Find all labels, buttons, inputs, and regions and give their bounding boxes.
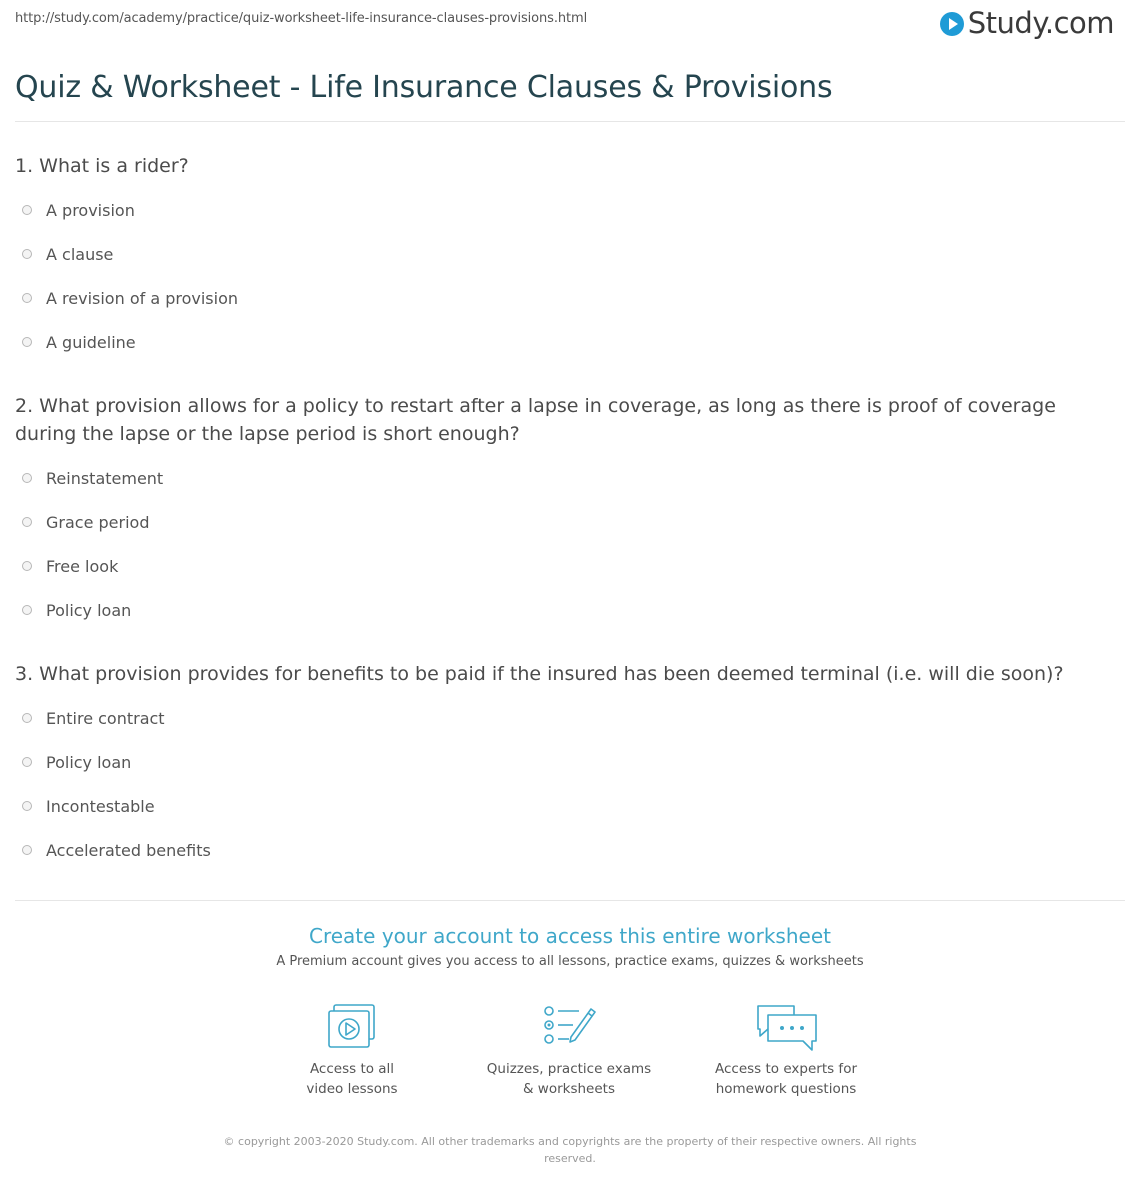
create-account-link[interactable]: Create your account to access this entire worksheet <box>309 924 831 948</box>
answer-option[interactable] <box>22 544 163 588</box>
cta-divider <box>15 900 1125 901</box>
radio-button[interactable] <box>22 757 32 767</box>
radio-button[interactable] <box>22 561 32 571</box>
answer-label: A revision of a provision <box>46 288 239 308</box>
radio-button[interactable] <box>22 713 32 723</box>
radio-button[interactable] <box>22 293 32 303</box>
radio-button[interactable] <box>22 337 32 347</box>
chat-bubbles-icon <box>754 1003 818 1053</box>
study-logo[interactable] <box>940 6 1114 40</box>
question-3: 3. What provision provides for benefits to be paid if the insured has been deemed terminal (i.e. will die soon)? <box>15 663 1064 685</box>
answer-option[interactable] <box>22 740 211 784</box>
page-url: http://study.com/academy/practice/quiz-worksheet-life-insurance-clauses-provisions.html <box>15 11 588 26</box>
radio-button[interactable] <box>22 249 32 259</box>
answer-label: Entire contract <box>46 708 165 728</box>
radio-button[interactable] <box>22 205 32 215</box>
answer-label: Grace period <box>46 512 150 532</box>
feature-line-2: video lessons <box>306 1081 398 1097</box>
copyright-notice <box>215 1133 925 1167</box>
radio-button[interactable] <box>22 845 32 855</box>
feature-line-1: Access to experts for <box>714 1061 857 1077</box>
answer-label: Policy loan <box>46 600 132 620</box>
radio-button[interactable] <box>22 473 32 483</box>
feature-quizzes <box>479 1003 659 1099</box>
feature-line-1: Quizzes, practice exams <box>486 1061 652 1077</box>
copyright-line-2: reserved. <box>544 1152 596 1165</box>
answer-label: Incontestable <box>46 796 155 816</box>
page-title: Quiz & Worksheet - Life Insurance Clauses & Provisions <box>15 70 833 105</box>
radio-button[interactable] <box>22 517 32 527</box>
question-2-options <box>22 456 163 632</box>
answer-option[interactable] <box>22 232 238 276</box>
feature-line-1: Access to all <box>309 1061 395 1077</box>
question-1: 1. What is a rider? <box>15 155 189 177</box>
answer-option[interactable] <box>22 696 211 740</box>
quiz-checklist-icon <box>541 1003 597 1049</box>
answer-option[interactable] <box>22 276 238 320</box>
feature-video-lessons <box>262 1003 442 1099</box>
question-2: 2. What provision allows for a policy to restart after a lapse in coverage, as long as there is proof of coverage during the lapse or the lapse period is short enough? <box>15 395 1056 445</box>
logo-text: Study.com <box>967 6 1114 40</box>
feature-experts <box>696 1003 876 1099</box>
radio-button[interactable] <box>22 605 32 615</box>
cta-subtitle: A Premium account gives you access to all lessons, practice exams, quizzes & worksheets <box>276 954 864 969</box>
answer-label: A clause <box>46 244 114 264</box>
answer-option[interactable] <box>22 828 211 872</box>
answer-label: Policy loan <box>46 752 132 772</box>
answer-label: Free look <box>46 556 119 576</box>
feature-line-2: homework questions <box>715 1081 857 1097</box>
radio-button[interactable] <box>22 801 32 811</box>
copyright-line-1: © copyright 2003-2020 Study.com. All other trademarks and copyrights are the property of their respective owners. All rights <box>223 1135 917 1148</box>
play-logo-icon <box>940 12 964 36</box>
answer-label: A provision <box>46 200 135 220</box>
answer-option[interactable] <box>22 456 163 500</box>
answer-option[interactable] <box>22 588 163 632</box>
video-lessons-icon <box>326 1003 378 1049</box>
feature-line-2: & worksheets <box>522 1081 615 1097</box>
answer-option[interactable] <box>22 188 238 232</box>
answer-option[interactable] <box>22 784 211 828</box>
title-divider <box>15 121 1125 122</box>
answer-label: Reinstatement <box>46 468 164 488</box>
question-1-options <box>22 188 238 364</box>
answer-label: Accelerated benefits <box>46 840 211 860</box>
answer-option[interactable] <box>22 500 163 544</box>
question-3-options <box>22 696 211 872</box>
answer-option[interactable] <box>22 320 238 364</box>
answer-label: A guideline <box>46 332 136 352</box>
